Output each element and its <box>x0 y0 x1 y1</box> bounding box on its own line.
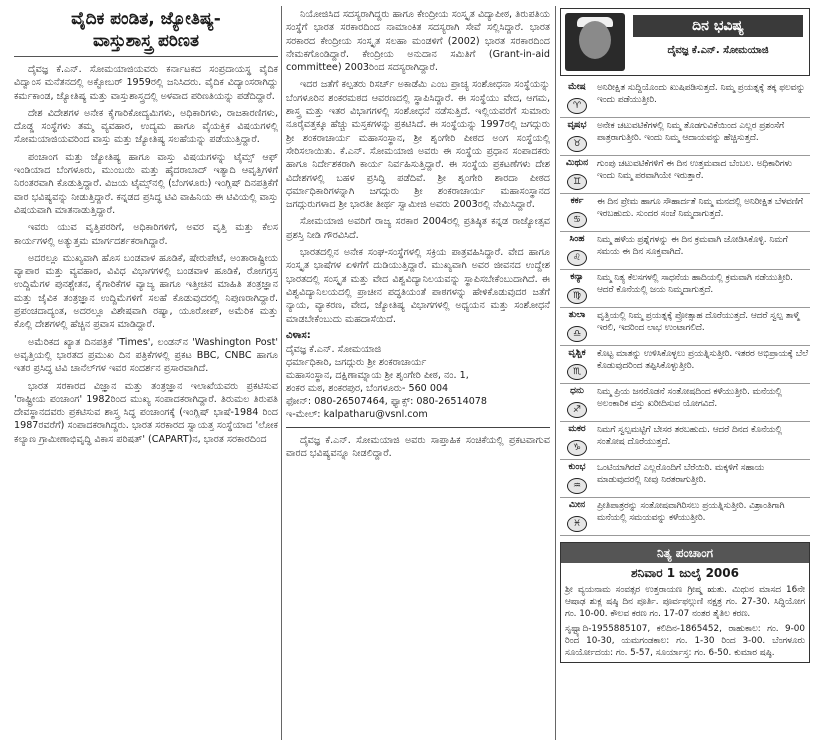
zodiac-label <box>560 348 594 380</box>
zodiac-name: ವೃಷಭ <box>567 120 587 130</box>
zodiac-label <box>560 82 594 114</box>
zodiac-prediction: ಅನಿರೀಕ್ಷಿತ ಸುದ್ದಿಯೊಂದು ಖುಷಿಪಡಿಸುತ್ತದೆ. ನಿಮ್ಮ ಪ್ರಯತ್ನಕ್ಕೆ ತಕ್ಕ ಫಲವನ್ನು ಇಂದು ಪಡೆಯುತ್ತೀರಿ. <box>597 83 806 105</box>
paragraph: ಇವರು ಯುವ ವೃತ್ತಿಪರರಿಗೆ, ಅಧಿಕಾರಿಗಳಿಗೆ, ಅವರ ವೃತ್ತಿ ಮತ್ತು ಕೆಲಸ ಕಾರ್ಯಗಳಲ್ಲಿ ಅತ್ಯುತ್ತಮ ಮಾರ್ಗದರ್ಶಕರಾಗಿದ್ದಾರೆ. <box>14 222 278 247</box>
almanac-heading: ನಿತ್ಯ ಪಂಚಾಂಗ <box>561 543 809 563</box>
paragraph: ದೈವಜ್ಞ ಕೆ.ಎನ್. ಸೋಮಯಾಜಿಯವರು ಕರ್ನಾಟಕದ ಸಂಪ್ರದಾಯಸ್ಥ ವೈದಿಕ ವಿದ್ವಾಂಸ ಮನೆತನದಲ್ಲಿ ಅಕ್ಟೋಬರ್ 1959ರಲ್ಲಿ ಜನಿಸಿದರು. ವೈದಿಕ ವಿದ್ಯಾಂಸರಾಗಿದ್ದು ಕರ್ಮಕಾಂಡ, ಜ್ಯೋತಿಷ್ಯ ಮತ್ತು ವಾಸ್ತುಶಾಸ್ತ್ರದಲ್ಲಿ ಅಳವಾದ ಪರಿಣತಿಯನ್ನು ಪಡೆದಿದ್ದಾರೆ. <box>14 64 278 102</box>
zodiac-prediction: ವೃತ್ತಿಯಲ್ಲಿ ನಿಮ್ಮ ಪ್ರಯತ್ನಕ್ಕೆ ಪ್ರೋತ್ಸಾಹ ದೊರೆಯುತ್ತದೆ. ಆದರೆ ಸ್ವಲ್ಪ ತಾಳ್ಮೆ ಇರಲಿ, ಇದರಿಂದ ಲಾಭ ಉಂಟಾಗಲಿದೆ. <box>597 311 800 333</box>
zodiac-row <box>560 346 810 384</box>
zodiac-label <box>560 310 594 342</box>
zodiac-name: ಮಕರ <box>568 424 586 434</box>
paragraph: ಇದರ ಜತೆಗೆ ಕಲ್ಪತರು ರಿಸರ್ಚ್ ಅಕಾಡೆಮಿ ಎಂಬ ಪ್ರಾಚ್ಯ ಸಂಶೋಧನಾ ಸಂಸ್ಥೆಯನ್ನು ಬೆಂಗಳೂರಿನ ಶಂಕರಮಠದ ಆವರಣದಲ್ಲಿ ಸ್ಥಾಪಿಸಿದ್ದಾರೆ. ಈ ಸಂಸ್ಥೆಯು ವೇದ, ಆಗಮ, ಶಾಸ್ತ್ರ ಮತ್ತು ಇತರ ವಿಭಾಗಗಳಲ್ಲಿ ಸಂಶೋಧನೆ ನಡೆಸುತ್ತಿದೆ. ಇಲ್ಲಿಯವರೆಗೆ ಸುಮಾರು ನೂರೈವತ್ತಕ್ಕೂ ಹೆಚ್ಚು ಮಸ್ತಕಗಳನ್ನು ಪ್ರಕಟಿಸಿದೆ. ಈ ಸಂಸ್ಥೆಯನ್ನು 1997ರಲ್ಲಿ ಜಗದ್ಗುರು ಶ್ರೀ ಶಂಕರಾಚಾರ್ಯ ಮಹಾಸಂಸ್ಥಾನ, ಶ್ರೀ ಶೃಂಗೇರಿ ಪೀಠದ ಅಂಗ ಸಂಸ್ಥೆಯಲ್ಲಿ ಸೇರಿಸಲಾಯಿತು. ಕೆ.ಎನ್. ಸೋಮಯಾಜಿ ಅವರು ಈ ಸಂಸ್ಥೆಯ ಪ್ರಧಾನ ಸಂಪಾದಕರು ಹಾಗೂ ನಿರ್ದೇಶಕರಾಗಿ ಕಾರ್ಯ ನಿರ್ವಹಿಸುತ್ತಿದ್ದಾರೆ. ಈ ಸಂಸ್ಥೆಯ ಪ್ರಕಟಣೆಗಳು ದೇಶ ವಿದೇಶಗಳಲ್ಲಿ ಬಹಳ ಪ್ರಸಿದ್ಧಿ ಪಡೆದಿವೆ. ಶ್ರೀ ಶೃಂಗೇರಿ ಶಾರದಾ ಪೀಠದ ಧರ್ಮಾಧಿಕಾರಿಗಳನ್ನಾಗಿ ಜಗದ್ಗುರು ಶ್ರೀ ಶಂಕರಾಚಾರ್ಯ ಮಹಾಸಂಸ್ಥಾನದ ಜಗದ್ಗುರುಗಳಾದ ಶ್ರೀ ಭಾರತೀ ತೀರ್ಥ ಸ್ವಾಮೀಜಿ ಅವರು 2003ರಲ್ಲಿ ನೇಮಿಸಿದ್ದಾರೆ. <box>286 79 550 211</box>
zodiac-label <box>560 462 594 494</box>
zodiac-label <box>560 196 594 228</box>
paragraph: ಅಮೆರಿಕದ ಖ್ಯಾತ ದಿನಪತ್ರಿಕೆ 'Times', ಲಂಡನ್‌ನ 'Washington Post' ಅವೃತ್ತಿಯಲ್ಲಿ ಭಾರತದ ಪ್ರಮುಖ ದಿನ ಪತ್ರಿಕೆಗಳಲ್ಲಿ ಪ್ರಕಟ BBC, CNBC ಹಾಗೂ ಇತರ ಪ್ರಸಿದ್ಧ ಟಿವಿ ಚಾನೆಲ್‌ಗಳ ಇವರ ಸಂದರ್ಶನ ಪ್ರಸಾರವಾಗಿದೆ. <box>14 336 278 375</box>
zodiac-icon: ♊ <box>567 174 587 190</box>
zodiac-name: ತುಲಾ <box>568 310 586 320</box>
address-line: ಮಹಾಸಂಸ್ಥಾನ, ದಕ್ಷಿಣಾಮ್ನಾಯ ಶ್ರೀ ಶೃಂಗೇರಿ ಪೀಠ, ನಂ. 1, <box>286 369 469 381</box>
zodiac-row <box>560 232 810 270</box>
zodiac-row <box>560 270 810 308</box>
paragraph: ಭಾರತ ಸರಕಾರದ ವಿಜ್ಞಾನ ಮತ್ತು ತಂತ್ರಜ್ಞಾನ ಇಲಾಖೆಯವರು ಪ್ರಕಟಿಸುವ 'ರಾಷ್ಟ್ರೀಯ ಪಂಚಾಂಗ' 1982ರಿಂದ ಮುಖ್ಯ ಸಂಪಾದಕರಾಗಿದ್ದಾರೆ. ತಿರುಮಲ ತಿರುಪತಿ ದೇವಸ್ಥಾನದವರು ಪ್ರಕಟಿಸುವ ಶಾಸ್ತ್ರ ಸಿದ್ಧ ಪಂಚಾಂಗಕ್ಕೆ (ಇಂಗ್ಲಿಷ್ ಭಾಷೆ-1984 ರಿಂದ 1987ರವರೆಗೆ) ಸಂಪಾದಕರಾಗಿದ್ದರು. ಭಾರತ ಸರಕಾರದ ಸ್ವಾಯತ್ತ ಸಂಸ್ಥೆಯಾದ 'ಲೋಕ ಕಲ್ಯಾಣ ಗ್ರಾಮೀಣಾಭಿವೃದ್ಧಿ ವಿಕಾಸ ಪರಿಷತ್' (CAPART)ನ, ಭಾರತ ಸರಕಾರದಿಂದ <box>14 380 278 445</box>
zodiac-icon: ♒ <box>567 478 587 494</box>
zodiac-row <box>560 156 810 194</box>
zodiac-prediction: ಒಂಟಿಯಾಗಿರದೆ ಎಲ್ಲರೊಂದಿಗೆ ಬೆರೆಯಿರಿ. ಮಕ್ಕಳಿಗೆ ಸಹಾಯ ಮಾಡುವುದರಲ್ಲಿ ನೀವು ನಿರತರಾಗುತ್ತೀರಿ. <box>597 463 765 485</box>
zodiac-row <box>560 194 810 232</box>
address-line: ದೈವಜ್ಞ ಕೆ.ಎನ್. ಸೋಮಯಾಜಿ <box>286 343 382 355</box>
horoscope-title: ದಿನ ಭವಿಷ್ಯ <box>633 15 803 37</box>
zodiac-label <box>560 234 594 266</box>
zodiac-prediction: ನಿಮಗೆ ಸ್ವಲ್ಪಮಟ್ಟಿಗೆ ಬೇಸರ ತರಬಹುದು. ಆದರೆ ದಿನದ ಕೊನೆಯಲ್ಲಿ ಸಂತೋಷ ದೊರೆಯುತ್ತದೆ. <box>597 425 782 447</box>
zodiac-prediction: ಕೊಟ್ಟ ಮಾತನ್ನು ಉಳಿಸಿಕೊಳ್ಳಲು ಪ್ರಯತ್ನಿಸುತ್ತೀರಿ. ಇತರರ ಅಭಿಪ್ರಾಯಕ್ಕೆ ಬೆಲೆ ಕೊಡುವುದರಿಂದ ತಪ್ಪಿಸಿಕೊಳ್ಳುತ್ತೀರಿ. <box>597 349 809 371</box>
zodiac-row <box>560 422 810 460</box>
headline-line-2: ವಾಸ್ತುಶಾಸ್ತ್ರ ಪರಿಣತ <box>93 31 199 51</box>
horoscope-column <box>560 8 810 738</box>
zodiac-prediction: ಈ ದಿನ ಪ್ರೇಮ ಹಾಗೂ ಸೌಹಾರ್ದತೆ ನಿಮ್ಮ ಮನದಲ್ಲಿ ಅನಿರೀಕ್ಷಿತ ಬೆಳವಣಿಗೆ ಇರಬಹುದು. ಸುಂದರ ಸಂಜೆ ನಿಮ್ಮದಾಗುತ್ತದೆ. <box>597 197 804 219</box>
divider <box>286 427 550 428</box>
zodiac-label <box>560 158 594 190</box>
column-divider <box>555 6 556 740</box>
zodiac-icon: ♓ <box>567 516 587 532</box>
zodiac-name: ಮೇಷ <box>568 82 586 92</box>
horoscope-header <box>560 8 810 76</box>
phone-line: ಫೋನ್: 080-26507464, ಫ್ಯಾಕ್ಸ್: 080-26514078 <box>286 395 487 407</box>
zodiac-icon: ♏ <box>567 364 587 380</box>
horoscope-author: ದೈವಜ್ಞ ಕೆ.ಎನ್. ಸೋಮಯಾಜಿ <box>667 45 769 56</box>
zodiac-label <box>560 120 594 152</box>
zodiac-icon: ♉ <box>567 136 587 152</box>
column-divider <box>281 6 282 740</box>
paragraph: ದೇಶ ವಿದೇಶಗಳ ಅನೇಕ ಕೈಗಾರಿಕೋದ್ಯಮಿಗಳು, ಅಧಿಕಾರಿಗಳು, ರಾಜಕಾರಣಿಗಳು, ದೊಡ್ಡ ಸಂಸ್ಥೆಗಳು ತಮ್ಮ ವ್ಯವಹಾರ, ಉದ್ಯಮ ಹಾಗೂ ವೈಯಕ್ತಿಕ ವಿಷಯಗಳಲ್ಲಿ ಸೋಮಯಾಜಿಯವರಿಂದ ವಾಸ್ತು ಮತ್ತು ಜ್ಯೋತಿಷ್ಯ ಸಲಹೆಯನ್ನು ಪಡೆಯುತ್ತಿದ್ದಾರೆ. <box>14 107 278 146</box>
zodiac-name: ಸಿಂಹ <box>569 234 585 244</box>
zodiac-row <box>560 80 810 118</box>
zodiac-label <box>560 500 594 532</box>
zodiac-name: ಕರ್ಕ <box>570 196 584 206</box>
zodiac-icon: ♈ <box>567 98 587 114</box>
zodiac-row <box>560 498 810 536</box>
almanac-text: ಸೃಷ್ಟ್ಯಾದಿ-1955885107, ಕಲಿದಿನ-1865452, ರಾಹುಕಾಲ: ಗಂ. 9-00 ರಿಂದ 10-30, ಯಮಗಂಡಕಾಲ: ಗಂ. 1-30 ರಿಂದ 3-00. ಬೆಂಗಳೂರು ಸೂರ್ಯೋದಯ: ಗಂ. 5-57, ಸೂರ್ಯಾಸ್ತ: ಗಂ. 6-50. ಕುಮಾರ ಷಷ್ಠಿ. <box>565 624 805 658</box>
zodiac-prediction: ನಿಮ್ಮ ಪ್ರಿಯ ಜನರೊಡನೆ ಸಂತೋಷದಿಂದ ಕಳೆಯುತ್ತೀರಿ. ಮನೆಯಲ್ಲಿ ಅಲಂಕಾರಿಕ ವಸ್ತು ಖರೀದಿಸುವ ಯೋಗವಿದೆ. <box>597 387 782 409</box>
zodiac-prediction: ಗುಂಪು ಚಟುವಟಿಕೆಗಳಿಗೆ ಈ ದಿನ ಉತ್ತಮವಾದ ಬೆಂಬಲ. ಅಧಿಕಾರಿಗಳು ಇಂದು ನಿಮ್ಮ ಪರವಾಗಿಯೇ ಇರುತ್ತಾರೆ. <box>597 159 793 181</box>
photo-face <box>579 21 611 59</box>
zodiac-label <box>560 386 594 418</box>
paragraph: ನಿಯೋಜಿಸಿದ ಸದಸ್ಯರಾಗಿದ್ದರು ಹಾಗೂ ಕೇಂದ್ರೀಯ ಸಂಸ್ಕೃತ ವಿದ್ಯಾಪೀಠ, ತಿರುಪತಿಯ ಸಂಸ್ಥೆಗೆ ಭಾರತ ಸರಕಾರದಿಂದ ನಾಮಾಂಕಿತ ಸದಸ್ಯರಾಗಿ ಸೇವೆ ಸಲ್ಲಿಸಿದ್ದಾರೆ. ಭಾರತ ಸರಕಾರದ ಕೇಂದ್ರೀಯ ಸಂಸ್ಕೃತ ಸಲಹಾ ಮಂಡಳಿಗೆ (2002) ಭಾರತ ಸರಕಾರದಿಂದ ನೇಮಕಗೊಂಡಿದ್ದಾರೆ. ಕೇಂದ್ರೀಯ ಅನುದಾನ ಸಮಿತಿಗೆ (Grant-in-aid committee) 2003ರಿಂದ ಸದಸ್ಯರಾಗಿದ್ದಾರೆ. <box>286 9 550 74</box>
zodiac-icon: ♌ <box>567 250 587 266</box>
zodiac-name: ಧನು <box>570 386 584 396</box>
zodiac-row <box>560 118 810 156</box>
zodiac-prediction: ನಿಮ್ಮ ಹಳೆಯ ಪ್ರಶ್ನೆಗಳನ್ನು ಈ ದಿನ ಕ್ರಮವಾಗಿ ಜೋಡಿಸಿಕೊಳ್ಳಿ. ನಿಮಗೆ ಸಮಯ ಈ ದಿನ ಸೂಕ್ತವಾಗಿದೆ. <box>597 235 788 257</box>
zodiac-prediction: ಪ್ರೀತಿಪಾತ್ರರನ್ನು ಸಂತೋಷವಾಗಿರಿಸಲು ಪ್ರಯತ್ನಿಸುತ್ತೀರಿ. ವಿಶ್ರಾಂತಿಗಾಗಿ ಮನೆಯಲ್ಲಿ ಸಮಯವನ್ನು ಕಳೆಯುತ್ತೀರಿ. <box>597 501 785 523</box>
zodiac-list <box>560 80 810 536</box>
zodiac-name: ಮಿಥುನ <box>565 158 589 168</box>
headline-line-1: ವೈದಿಕ ಪಂಡಿತ, ಜ್ಯೋತಿಷ್ಯ- <box>71 9 221 29</box>
zodiac-icon: ♋ <box>567 212 587 228</box>
zodiac-label <box>560 424 594 456</box>
closing-note: ದೈವಜ್ಞ ಕೆ.ಎನ್. ಸೋಮಯಾಜಿ ಅವರು ಸಾಪ್ತಾಹಿಕ ಸಂಚಿಕೆಯಲ್ಲಿ ಪ್ರಕಟವಾಗುವ ವಾರದ ಭವಿಷ್ಯವನ್ನೂ ನೀಡಲಿದ್ದಾರೆ. <box>286 434 550 460</box>
address-heading: ವಿಳಾಸ: <box>286 329 311 341</box>
zodiac-icon: ♍ <box>567 288 587 304</box>
almanac-box <box>560 542 810 663</box>
zodiac-icon: ♐ <box>567 402 587 418</box>
paragraph: ಅದರಲ್ಲೂ ಮುಖ್ಯವಾಗಿ ಹೊಸ ಬಂಡವಾಳ ಹೂಡಿಕೆ, ಷೇರುಪೇಟೆ, ಅಂತಾರಾಷ್ಟ್ರೀಯ ವ್ಯಾಪಾರ ಮತ್ತು ವ್ಯವಹಾರ, ವಿವಿಧ ವಿಭಾಗಗಳಲ್ಲಿ ಬಂಡವಾಳ ಹೂಡಿಕೆ, ರೋಗಗ್ರಸ್ತ ಉದ್ದಿಮೆಗಳ ಪುನಶ್ಚೇತನ, ಕೈಗಾರಿಕೆಗಳ ವ್ಯಾಜ್ಯ ಹಾಗೂ ಇತ್ತೀಚಿನ ಮಾಹಿತಿ ತಂತ್ರಜ್ಞಾನ ಮತ್ತು ಜೈವಿಕ ತಂತ್ರಜ್ಞಾನ ಉದ್ದಿಮೆಗಳಿಗೆ ಸಲಹೆ ಕೊಡುವುದರಲ್ಲಿ ನಿಪುಣರಾಗಿದ್ದಾರೆ. ಪ್ರಪಂಚದಾದ್ಯಂತ, ಅದರಲ್ಲೂ ವಿಶೇಷವಾಗಿ ರಷ್ಯಾ, ಯೂರೋಪ್, ಅಮೆರಿಕ ಮತ್ತು ಕೊಲ್ಲಿ ದೇಶಗಳಲ್ಲಿ ಹೆಚ್ಚಿನ ಪ್ರವಾಸ ಮಾಡಿದ್ದಾರೆ. <box>14 252 278 331</box>
zodiac-name: ಮೀನ <box>568 500 586 510</box>
paragraph: ಭಾರತದಲ್ಲಿನ ಅನೇಕ ಸಂಘ-ಸಂಸ್ಥೆಗಳಲ್ಲಿ ಸಕ್ರಿಯ ಪಾತ್ರವಹಿಸಿದ್ದಾರೆ. ವೇದ ಹಾಗೂ ಸಂಸ್ಕೃತ ಭಾಷೆಗಳ ಏಳಿಗೆಗೆ ದುಡಿಯುತ್ತಿದ್ದಾರೆ. ಮುಖ್ಯವಾಗಿ ಅವರ ಜೀವನದ ಉದ್ದೇಶ ಭಾರತದಲ್ಲಿ ಸಂಸ್ಕೃತ ಮತ್ತು ವೇದ ವಿಶ್ವವಿದ್ಯಾನಿಲಯವನ್ನು ಸ್ಥಾಪಿಸಬೇಕೆಂಬುದಾಗಿದೆ. ಈ ವಿಶ್ವವಿದ್ಯಾನಿಲಯದಲ್ಲಿ ಪ್ರಾಚೀನ ಪದ್ಧತಿಯಂತೆ ಪಾಠಗಳನ್ನು ಹೇಳಿಕೊಡುವುದರ ಜತೆಗೆ ನ್ಯಾಯ, ವ್ಯಾಕರಣ, ವೇದ, ಜ್ಯೋತಿಷ್ಯ ವಿಭಾಗಗಳಲ್ಲಿ ಅಧ್ಯಯನ ಮತ್ತು ಸಂಶೋಧನೆ ಮಾಡಬೇಕೆಂಬುದು ಮಹದಾಸೆಯಿದೆ. <box>286 247 550 325</box>
author-photo <box>565 13 625 71</box>
zodiac-icon: ♎ <box>567 326 587 342</box>
almanac-text: ಶ್ರೀ ವ್ಯಯನಾಮ ಸಂವತ್ಸರ ಉತ್ತರಾಯಣ ಗ್ರೀಷ್ಮ ಋತು. ಮಿಥುನ ಮಾಸದ 16ನೇ ಆಷಾಢ ಶುಕ್ಲ ಷಷ್ಠಿ ದಿನ ಪೂರ್ತಿ. ಪೂರ್ವಫಲ್ಗುಣಿ ನಕ್ಷತ್ರ ಗಂ. 27-30. ಸಿದ್ಧಿಯೋಗ ಗಂ. 10-00. ಕೌಲವ ಕರಣ ಗಂ. 17-07 ನಂತರ ತೈತಿಲ ಕರಣ. <box>565 585 805 619</box>
paragraph: ಪಂಚಾಂಗ ಮತ್ತು ಜ್ಯೋತಿಷ್ಯ ಹಾಗೂ ವಾಸ್ತು ವಿಷಯಗಳನ್ನು ಟೈಮ್ಸ್ ಆಫ್ ಇಂಡಿಯಾದ ಬೆಂಗಳೂರು, ಮುಂಬಯಿ ಮತ್ತು ಹೈದರಾಬಾದ್ ಇತ್ಯಾದಿ ಆವೃತ್ತಿಗಳಿಗೆ ನಿರಂತರವಾಗಿ ಕೊಡುತ್ತಿದ್ದಾರೆ. ವಿಜಯ ಟೈಮ್ಸ್‌ನಲ್ಲಿ (ಬೆಂಗಳೂರು) ಇಂಗ್ಲಿಷ್ ದಿನಪತ್ರಿಕೆಗೆ ವಾರ ಭವಿಷ್ಯವನ್ನು ನೀಡುತ್ತಿದ್ದಾರೆ. ಕನ್ನಡದ ಪ್ರಸಿದ್ಧ ಟಿವಿ ವಾಹಿನಿಯ ಈ ಟಿವಿಯಲ್ಲಿ ವಾಸ್ತು ವಿಷಯವಾಗಿ ಮಾತನಾಡುತ್ತಿದ್ದಾರೆ. <box>14 151 278 216</box>
article-column-1 <box>14 8 278 738</box>
address-line: ಶಂಕರ ಮಠ, ಶಂಕರಪುರ, ಬೆಂಗಳೂರು- 560 004 <box>286 382 449 394</box>
zodiac-prediction: ಅನೇಕ ಚಟುವಟಿಕೆಗಳಲ್ಲಿ ನಿಮ್ಮ ತೊಡಗುವಿಕೆಯಿಂದ ಎಲ್ಲರ ಪ್ರಶಂಸೆಗೆ ಪಾತ್ರರಾಗುತ್ತೀರಿ. ಇಂದು ನಿಮ್ಮ ಆದಾಯವನ್ನು ಹೆಚ್ಚಿಸುತ್ತದೆ. <box>597 121 785 143</box>
zodiac-row <box>560 308 810 346</box>
almanac-date: ಶನಿವಾರ 1 ಜುಲೈ 2006 <box>631 566 739 580</box>
zodiac-row <box>560 460 810 498</box>
address-line: ಧರ್ಮಾಧಿಕಾರಿ, ಜಗದ್ಗುರು ಶ್ರೀ ಶಂಕರಾಚಾರ್ಯ <box>286 356 427 368</box>
zodiac-row <box>560 384 810 422</box>
zodiac-name: ಕುಂಭ <box>568 462 586 472</box>
email-line: ಇ-ಮೇಲ್: kalpatharu@vsnl.com <box>286 408 428 420</box>
zodiac-prediction: ನಿಮ್ಮ ನಿತ್ಯ ಕೆಲಸಗಳಲ್ಲಿ ಸಾಧನೆಯ ಹಾದಿಯಲ್ಲಿ ಕ್ರಮವಾಗಿ ನಡೆಯುತ್ತೀರಿ. ಆದರೆ ಕೊನೆಯಲ್ಲಿ ಜಯ ನಿಮ್ಮದಾಗುತ್ತದೆ. <box>597 273 793 295</box>
zodiac-name: ವೃಶ್ಚಿಕ <box>568 348 586 358</box>
zodiac-label <box>560 272 594 304</box>
article-headline <box>14 8 278 57</box>
zodiac-name: ಕನ್ಯಾ <box>570 272 584 282</box>
paragraph: ಸೋಮಯಾಜಿ ಅವರಿಗೆ ರಾಜ್ಯ ಸರಕಾರ 2004ರಲ್ಲಿ ಪ್ರತಿಷ್ಠಿತ ಕನ್ನಡ ರಾಜ್ಯೋತ್ಸವ ಪ್ರಶಸ್ತಿ ನೀಡಿ ಗೌರವಿಸಿದೆ. <box>286 216 550 241</box>
zodiac-icon: ♑ <box>567 440 587 456</box>
article-column-2 <box>286 8 550 738</box>
